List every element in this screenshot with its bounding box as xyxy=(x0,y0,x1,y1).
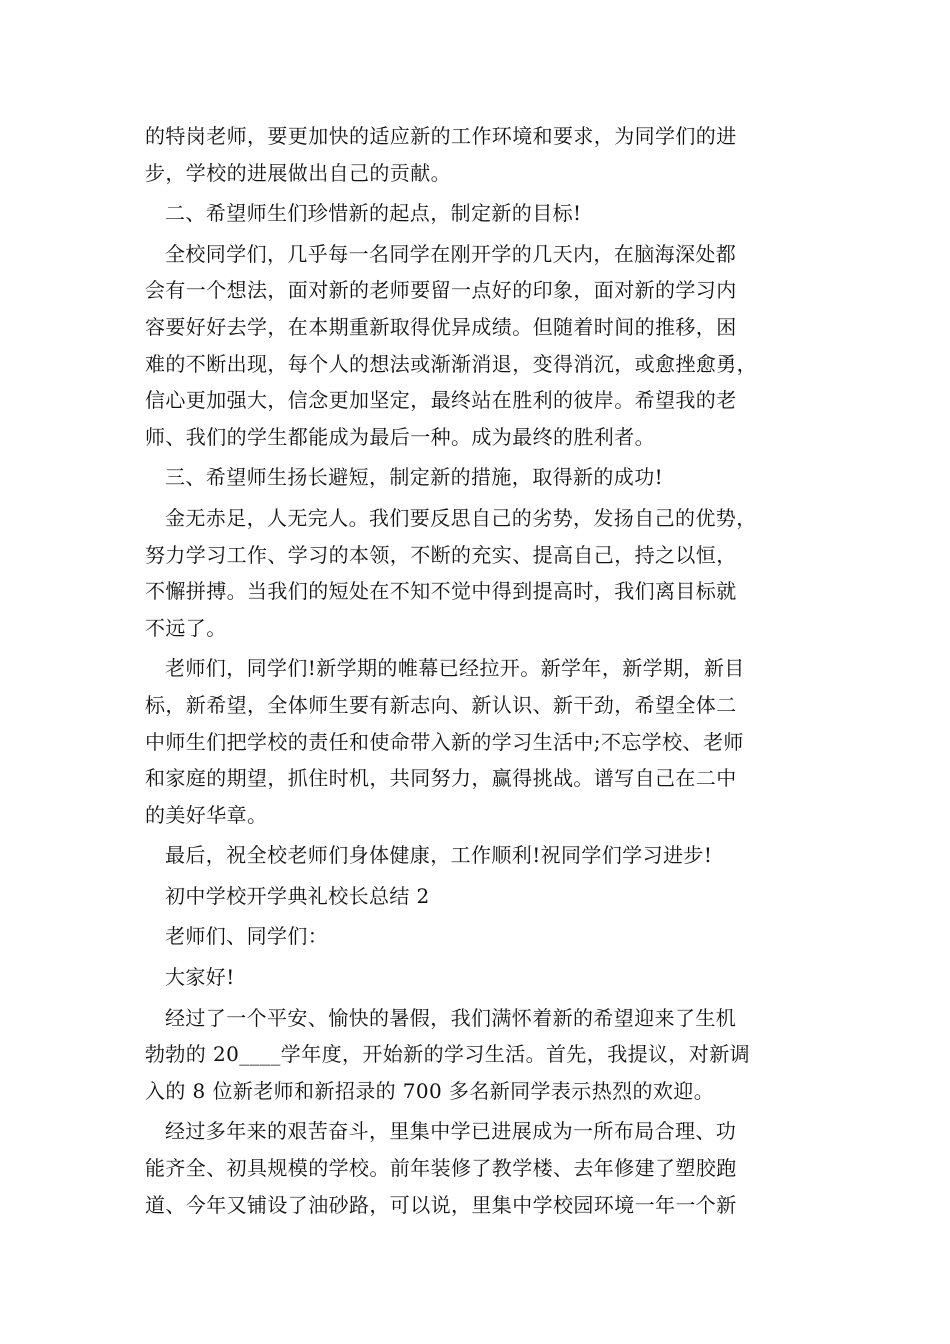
paragraph xyxy=(145,878,825,915)
paragraph xyxy=(145,195,825,232)
text-line: 勃勃的 20____学年度，开始新的学习生活。首先，我提议，对新调 xyxy=(145,1042,751,1067)
text-line: 容要好好去学，在本期重新取得优异成绩。但随着时间的推移，困 xyxy=(145,314,737,339)
text-line: 不懈拼搏。当我们的短处在不知不觉中得到提高时，我们离目标就 xyxy=(145,579,737,604)
paragraph xyxy=(145,959,825,996)
paragraph xyxy=(145,650,825,833)
text-line: 能齐全、初具规模的学校。前年装修了教学楼、去年修建了塑胶跑 xyxy=(145,1156,737,1181)
paragraph xyxy=(145,918,825,955)
text-line: 信心更加强大，信念更加坚定，最终站在胜利的彼岸。希望我的老 xyxy=(145,388,737,413)
text-line: 老师们，同学们!新学期的帷幕已经拉开。新学年，新学期，新目 xyxy=(165,656,745,681)
document-page xyxy=(145,118,825,1227)
text-line: 中师生们把学校的责任和使命带入新的学习生活中;不忘学校、老师 xyxy=(145,729,744,754)
text-line: 努力学习工作、学习的本领，不断的充实、提高自己，持之以恒， xyxy=(145,542,737,567)
paragraph xyxy=(145,837,825,874)
text-line: 难的不断出现，每个人的想法或渐渐消退，变得消沉，或愈挫愈勇， xyxy=(145,351,757,376)
text-line: 老师们、同学们： xyxy=(165,924,329,949)
text-line: 经过了一个平安、愉快的暑假，我们满怀着新的希望迎来了生机 xyxy=(165,1005,737,1030)
text-line: 三、希望师生扬长避短，制定新的措施，取得新的成功! xyxy=(165,465,664,490)
text-line: 经过多年来的艰苦奋斗，里集中学已进展成为一所布局合理、功 xyxy=(165,1119,737,1144)
text-line: 标，新希望，全体师生要有新志向、新认识、新干劲，希望全体二 xyxy=(145,692,737,717)
text-line: 全校同学们，几乎每一名同学在刚开学的几天内，在脑海深处都 xyxy=(165,241,737,266)
text-line: 的美好华章。 xyxy=(145,802,268,827)
text-line: 会有一个想法，面对新的老师要留一点好的印象，面对新的学习内 xyxy=(145,278,737,303)
text-line: 入的 8 位新老师和新招录的 700 多名新同学表示热烈的欢迎。 xyxy=(145,1078,715,1103)
text-line: 的特岗老师，要更加快的适应新的工作环境和要求，为同学们的进 xyxy=(145,124,737,148)
paragraph xyxy=(145,236,825,456)
text-line: 金无赤足，人无完人。我们要反思自己的劣势，发扬自己的优势， xyxy=(165,505,757,530)
text-line: 师、我们的学生都能成为最后一种。成为最终的胜利者。 xyxy=(145,424,655,449)
paragraph xyxy=(145,459,825,496)
text-line: 不远了。 xyxy=(145,615,227,640)
paragraph xyxy=(145,118,825,191)
text-line: 大家好! xyxy=(165,965,235,990)
paragraph xyxy=(145,1000,825,1110)
text-line: 步，学校的进展做出自己的贡献。 xyxy=(145,160,451,185)
paragraph xyxy=(145,1113,825,1223)
text-line: 道、今年又铺设了油砂路，可以说，里集中学校园环境一年一个新 xyxy=(145,1192,737,1217)
text-line: 二、希望师生们珍惜新的起点，制定新的目标! xyxy=(165,201,582,226)
paragraph xyxy=(145,500,825,646)
text-line: 最后，祝全校老师们身体健康，工作顺利!祝同学们学习进步! xyxy=(165,843,713,868)
text-line: 和家庭的期望，抓住时机，共同努力，赢得挑战。谱写自己在二中 xyxy=(145,766,737,791)
text-line: 初中学校开学典礼校长总结 2 xyxy=(165,883,430,908)
